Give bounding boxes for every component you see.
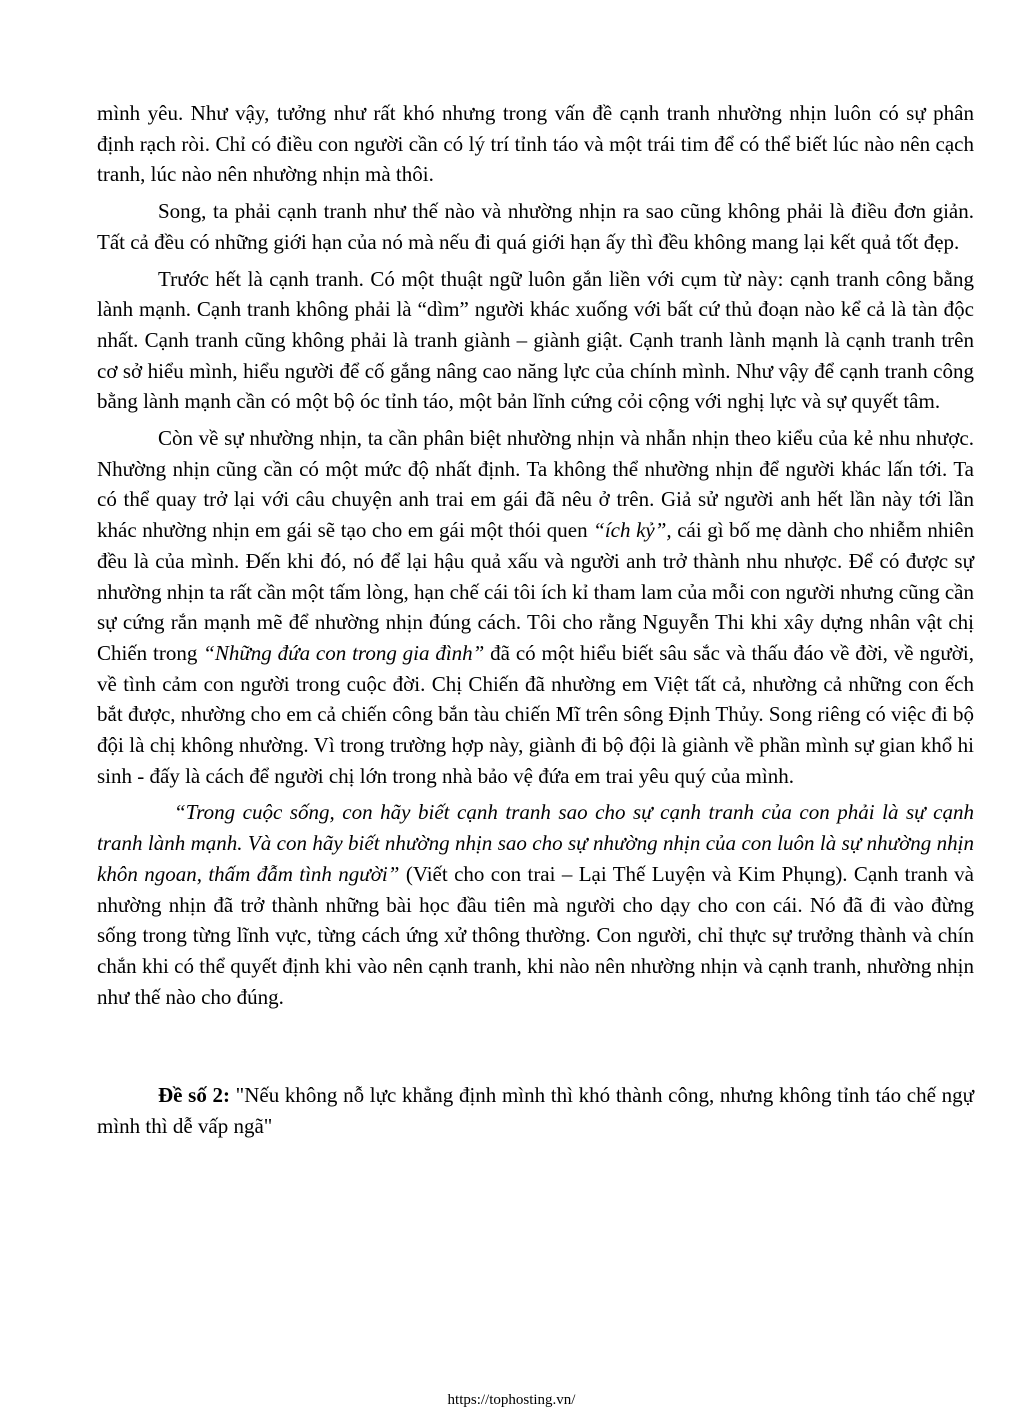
document-body bbox=[97, 98, 974, 1148]
paragraph-4-italic-1: “ích kỷ”, bbox=[593, 518, 672, 543]
paragraph-5-quote: “Trong cuộc sống, con hãy biết cạnh tranh sao cho sự cạnh tranh của con phải là sự cạnh tranh lành mạnh. Và con hãy biết nhường nhịn sao cho sự nhường nhịn của con luôn là sự nhường nhịn khôn ngoan, thấm đẫm tình người” bbox=[97, 800, 974, 886]
paragraph-4-text-3: đã có một hiểu biết sâu sắc và thấu đáo về đời, về người, về tình cảm con người trong cuộc đời. Chị Chiến đã nhường em Việt tất cả, nhường cả những con ếch bắt được, nhường cho em cả chiến công bắn tàu chiến Mĩ trên sông Định Thủy. Song riêng có việc đi bộ đội là chị không nhường. Vì trong trường hợp này, giành đi bộ đội là giành về phần mình sự gian khổ hi sinh - đấy là cách để người chị lớn trong nhà bảo vệ đứa em trai yêu quý của mình. bbox=[97, 640, 974, 788]
paragraph-4-text-2: cái gì bố mẹ dành cho nhiễm nhiên đều là của mình. Đến khi đó, nó để lại hậu quả xấu và người anh trở thành nhu nhược. Để có được sự nhường nhịn ta rất cần một tấm lòng, hạn chế cái tôi ích kỉ tham lam của mỗi con người nhưng cũng cần sự cứng rắn mạnh mẽ để nhường nhịn đúng cách. Tôi cho rằng Nguyễn Thi khi xây dựng nhân vật chị Chiến trong bbox=[97, 518, 974, 665]
footer-url: https://tophosting.vn/ bbox=[447, 1392, 576, 1408]
essay-heading bbox=[97, 1080, 974, 1141]
heading-text: "Nếu không nỗ lực khẳng định mình thì khó thành công, nhưng không tỉnh táo chế ngự mình thì dễ vấp ngã" bbox=[97, 1083, 974, 1139]
paragraph-4-italic-2: “Những đứa con trong gia đình” bbox=[203, 640, 485, 665]
paragraph-4-text-1: Còn về sự nhường nhịn, ta cần phân biệt nhường nhịn và nhẫn nhịn theo kiểu của kẻ nhu nhược. Nhường nhịn cũng cần có một mức độ nhất định. Ta không thể nhường nhịn để người khác lấn tới. Ta có thể quay trở lại với câu chuyện anh trai em gái đã nêu ở trên. Giả sử người anh hết lần này tới lần khác nhường nhịn em gái sẽ tạo cho em gái một thói quen bbox=[97, 426, 974, 543]
heading-label: Đề số 2: bbox=[158, 1083, 230, 1108]
paragraph-4 bbox=[97, 423, 974, 791]
paragraph-5-text: (Viết cho con trai – Lại Thế Luyện và Kim Phụng). Cạnh tranh và nhường nhịn đã trở thành những bài học đầu tiên mà người cho dạy cho con cái. Nó đã đi vào đừng sống trong từng lĩnh vực, từng cách ứng xử thông thường. Con người, chỉ thực sự trưởng thành và chín chắn khi có thể quyết định khi vào nên cạnh tranh, khi nào nên nhường nhịn và cạnh tranh, nhường nhịn như thế nào cho đúng. bbox=[97, 861, 974, 1009]
spacer bbox=[97, 1018, 974, 1080]
paragraph-3: Trước hết là cạnh tranh. Có một thuật ngữ luôn gắn liền với cụm từ này: cạnh tranh công bằng lành mạnh. Cạnh tranh không phải là “dìm” người khác xuống với bất cứ thủ đoạn nào kể cả là tàn độc nhất. Cạnh tranh cũng không phải là tranh giành – giành giật. Cạnh tranh lành mạnh là cạnh tranh trên cơ sở hiểu mình, hiểu người để cố gắng nâng cao năng lực của chính mình. Như vậy để cạnh tranh công bằng lành mạnh cần có một bộ óc tỉnh táo, một bản lĩnh cứng cỏi cộng với nghị lực và sự quyết tâm. bbox=[97, 266, 974, 414]
paragraph-1: mình yêu. Như vậy, tưởng như rất khó nhưng trong vấn đề cạnh tranh nhường nhịn luôn có sự phân định rạch ròi. Chỉ có điều con người cần có lý trí tỉnh táo và một trái tim để có thể biết lúc nào nên cạch tranh, lúc nào nên nhường nhịn mà thôi. bbox=[97, 101, 974, 187]
paragraph-5 bbox=[97, 797, 974, 1012]
paragraph-2: Song, ta phải cạnh tranh như thế nào và nhường nhịn ra sao cũng không phải là điều đơn giản. Tất cả đều có những giới hạn của nó mà nếu đi quá giới hạn ấy thì đều không mang lại kết quả tốt đẹp. bbox=[97, 199, 974, 254]
